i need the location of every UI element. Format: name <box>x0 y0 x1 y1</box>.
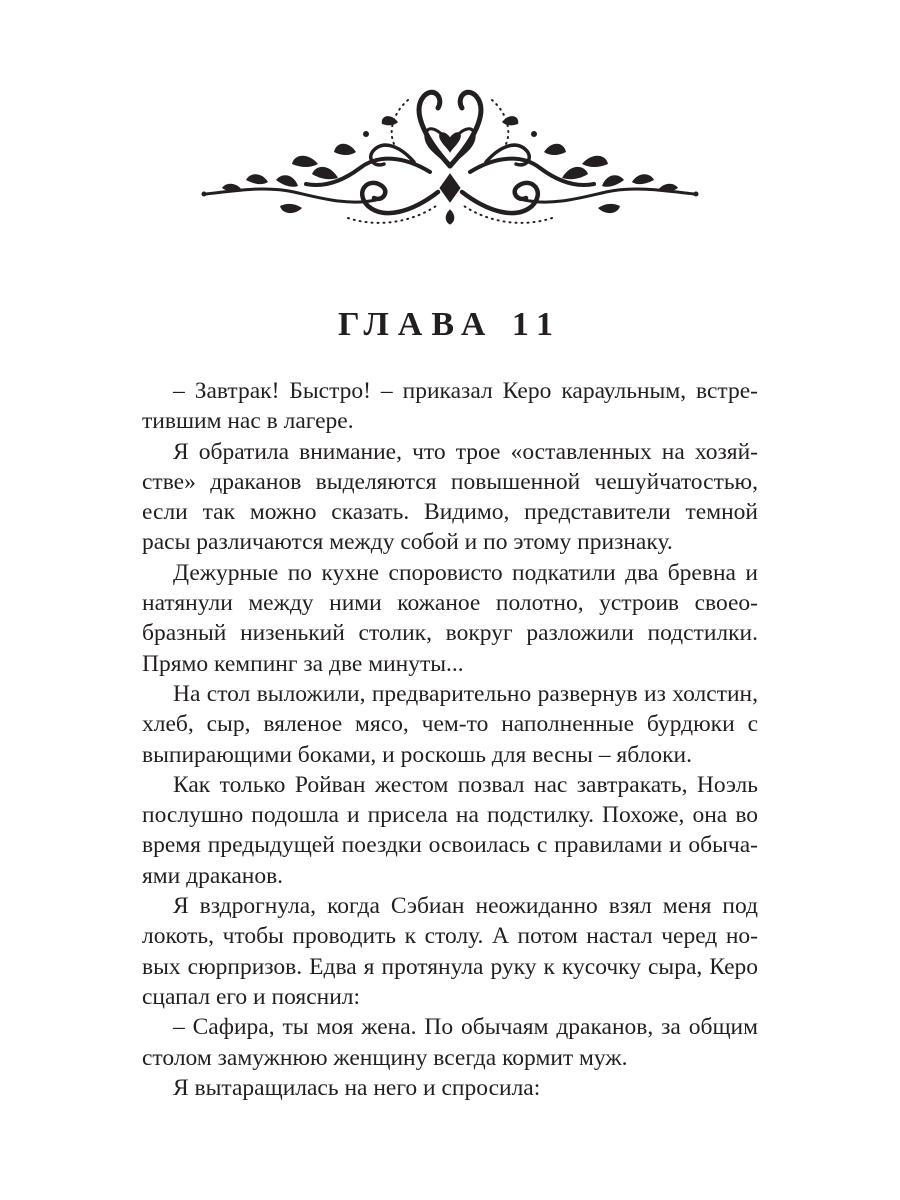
floral-heart-ornament-icon <box>198 82 702 240</box>
paragraph: – Сафира, ты моя жена. По обычаям драканов, за общим столом замужнюю женщину всегда кормит муж. <box>142 1014 758 1071</box>
chapter-title: ГЛАВА 11 <box>337 306 563 343</box>
paragraph: На стол выложили, предварительно развернув из холстин, хлеб, сыр, вяленое мясо, чем-то наполненные бурдюки с выпирающими боками, и роскошь для весны – яблоки. <box>142 680 758 768</box>
chapter-text <box>142 376 758 1103</box>
paragraph: Я вздрогнула, когда Сэбиан неожиданно взял меня под локоть, чтобы проводить к столу. А потом настал черед новых сюрпризов. Едва я протянула руку к кусочку сыра, Керо сцапал его и пояснил: <box>142 893 758 1010</box>
paragraph: Я вытаращилась на него и спросила: <box>173 1074 541 1101</box>
paragraph: Я обратила внимание, что трое «оставленных на хозяйстве» драканов выделяются повышенной чешуйчатостью, если так можно сказать. Видимо, представители темной расы различаются между собой и по этому признаку. <box>142 438 758 556</box>
paragraph: – Завтрак! Быстро! – приказал Керо караульным, встретившим нас в лагере. <box>142 378 758 435</box>
paragraph: Дежурные по кухне споровисто подкатили два бревна и натянули между ними кожаное полотно, устроив своеобразный низенький столик, вокруг разложили подстилки. Прямо кемпинг за две минуты... <box>142 559 758 677</box>
paragraph: Как только Ройван жестом позвал нас завтракать, Ноэль послушно подошла и присела на подстилку. Похоже, она во время предыдущей поездки освоилась с правилами и обычаями драканов. <box>142 771 758 889</box>
